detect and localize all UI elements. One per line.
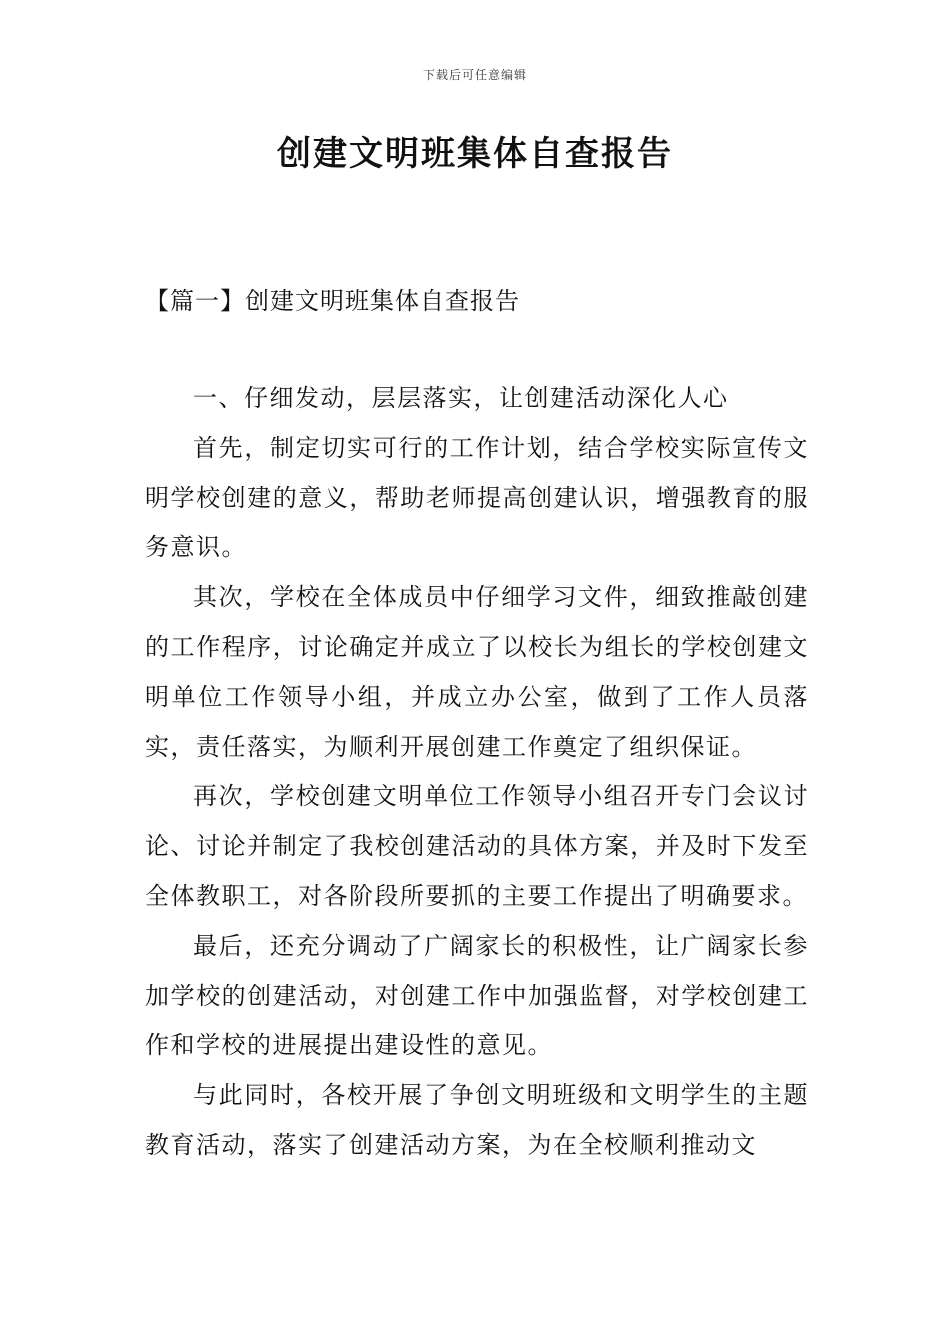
paragraph: 首先，制定切实可行的工作计划，结合学校实际宣传文明学校创建的意义，帮助老师提高创建认识，增强教育的服务意识。 [145, 433, 809, 562]
paragraph-subheading: 一、仔细发动，层层落实，让创建活动深化人心 [193, 384, 729, 412]
paragraph: 与此同时，各校开展了争创文明班级和文明学生的主题教育活动，落实了创建活动方案，为在全校顺利推动文 [145, 1081, 809, 1159]
paragraph: 其次，学校在全体成员中仔细学习文件，细致推敲创建的工作程序，讨论确定并成立了以校长为组长的学校创建文明单位工作领导小组，并成立办公室，做到了工作人员落实，责任落实，为顺利开展创建工作奠定了组织保证。 [145, 583, 809, 761]
body-text [145, 374, 809, 1171]
document-title: 创建文明班集体自查报告 [277, 134, 673, 174]
header-note: 下载后可任意编辑 [422, 68, 527, 82]
paragraph: 再次，学校创建文明单位工作领导小组召开专门会议讨论、讨论并制定了我校创建活动的具体方案，并及时下发至全体教职工，对各阶段所要抓的主要工作提出了明确要求。 [145, 782, 809, 910]
paragraph: 最后，还充分调动了广阔家长的积极性，让广阔家长参加学校的创建活动，对创建工作中加强监督，对学校创建工作和学校的进展提出建设性的意见。 [145, 931, 809, 1060]
section-heading: 【篇一】创建文明班集体自查报告 [145, 287, 520, 315]
